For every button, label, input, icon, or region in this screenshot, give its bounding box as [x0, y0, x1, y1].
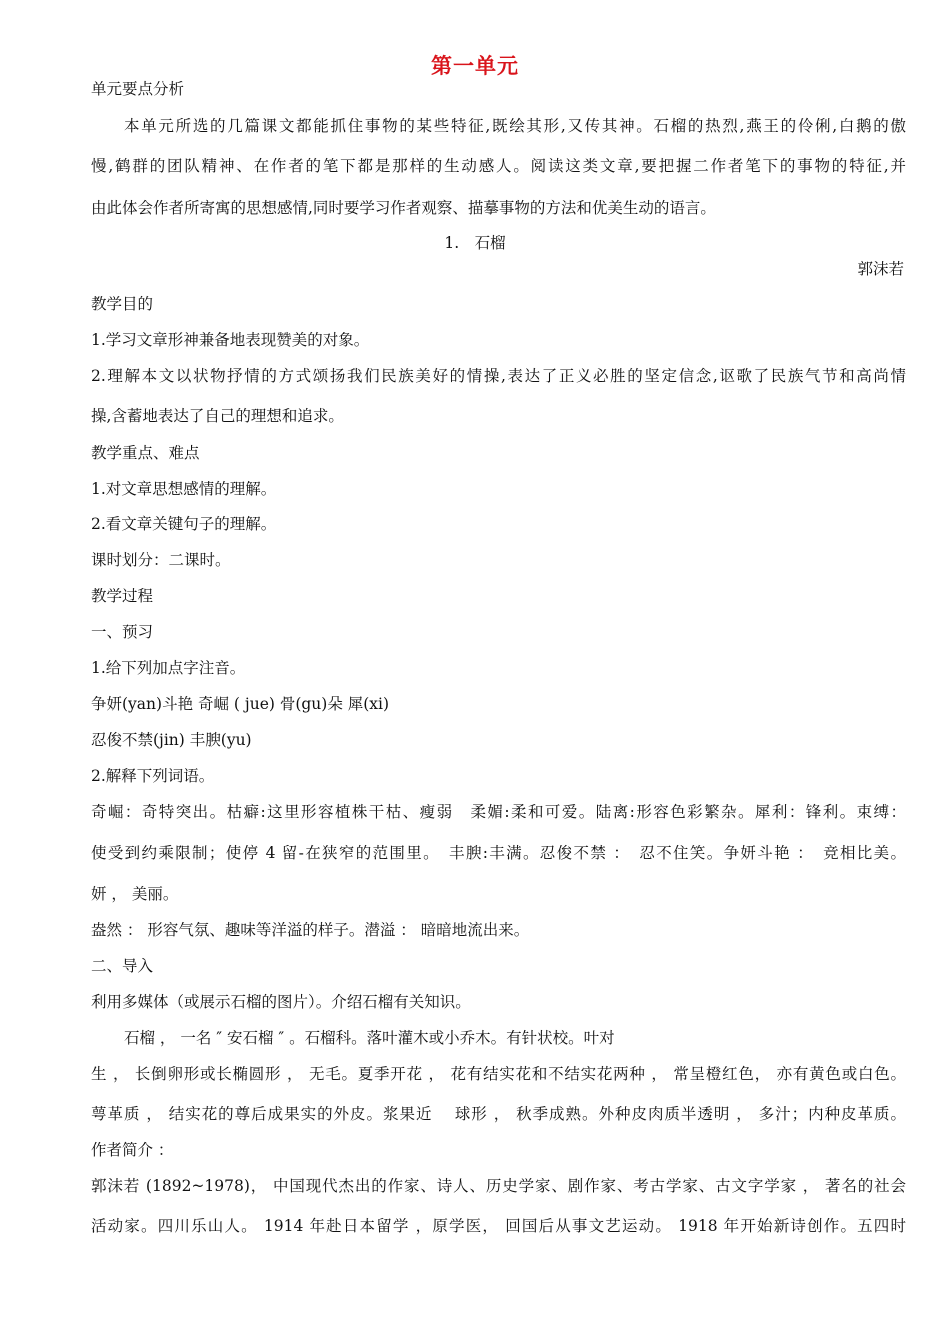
author-bio-line-2: 活动家。四川乐山人。 1914 年赴日本留学 ，原学医， 回国后从事文艺运动。 1918 年开始新诗创作。五四时: [91, 1217, 906, 1235]
goals-heading: 教学目的: [91, 295, 154, 313]
key-point-2: 2.看文章关键句子的理解。: [91, 515, 277, 533]
lesson-title: 1. 石榴: [444, 234, 506, 252]
definition-line-4: 盎然 ： 形容气氛、趣味等洋溢的样子。潜溢 ： 暗暗地流出来。: [91, 921, 530, 939]
unit-title: 第一单元: [431, 54, 519, 78]
intro-paragraph-line-1: 本单元所选的几篇课文都能抓住事物的某些特征,既绘其形,又传其神。石榴的热烈,燕王的伶俐,白鹅的傲: [124, 117, 906, 135]
preview-heading: 一、预习: [91, 623, 154, 641]
intro-paragraph-line-3: 由此体会作者所寄寓的思想感情,同时要学习作者观察、描摹事物的方法和优美生动的语言。: [91, 199, 716, 217]
pomegranate-line-1: 石榴 ， 一名 ″ 安石榴 ″ 。石榴科。落叶灌木或小乔木。有针状校。叶对: [124, 1029, 615, 1047]
definition-line-1: 奇崛：奇特突出。枯癖:这里形容植株干枯、瘦弱 柔媚:柔和可爱。陆离:形容色彩繁杂。犀利：锋利。束缚：: [91, 803, 906, 821]
lesson-author: 郭沫若: [857, 260, 904, 278]
pinyin-line-1: 争妍(yan)斗艳 奇崛 ( jue) 骨(gu)朵 犀(xi): [91, 695, 390, 713]
goal-item-1: 1.学习文章形神兼备地表现赞美的对象。: [91, 331, 370, 349]
goal-item-2-line-1: 2.理解本文以状物抒情的方式颂扬我们民族美好的情操,表达了正义必胜的坚定信念,讴歌了民族气节和高尚情: [91, 367, 906, 385]
pomegranate-line-3: 萼革质 ， 结实花的尊后成果实的外皮。浆果近 球形 ， 秋季成熟。外种皮肉质半透明 ， 多汁；内种皮革质。: [91, 1105, 906, 1123]
intro-paragraph-line-2: 慢,鹤群的团队精神、在作者的笔下都是那样的生动感人。阅读这类文章,要把握二作者笔下的事物的特征,并: [91, 157, 906, 175]
goal-item-2-line-2: 操,含蓄地表达了自己的理想和追求。: [91, 407, 344, 425]
definition-line-2: 使受到约乘限制；使停 4 留-在狭窄的范围里。 丰腴:丰满。忍俊不禁 ： 忍不住笑。争妍斗艳 ： 竞相比美。: [91, 844, 906, 862]
key-point-1: 1.对文章思想感情的理解。: [91, 480, 277, 498]
process-heading: 教学过程: [91, 587, 154, 605]
pinyin-line-2: 忍俊不禁(jin) 丰腴(yu): [91, 731, 252, 749]
author-intro-heading: 作者简介 ：: [91, 1141, 174, 1159]
intro2-text: 利用多媒体（或展示石榴的图片）。介绍石榴有关知识。: [91, 993, 471, 1011]
pomegranate-line-2: 生 ， 长倒卵形或长椭圆形 ， 无毛。夏季开花 ， 花有结实花和不结实花两种 ， 常呈橙红色， 亦有黄色或白色。: [91, 1065, 906, 1083]
section-heading-analysis: 单元要点分析: [91, 80, 185, 98]
preview-question-2: 2.解释下列词语。: [91, 767, 215, 785]
intro2-heading: 二、导入: [91, 957, 154, 975]
schedule-text: 课时划分：二课时。: [91, 551, 231, 569]
key-points-heading: 教学重点、难点: [91, 444, 200, 462]
author-bio-line-1: 郭沫若 (1892~1978)， 中国现代杰出的作家、诗人、历史学家、剧作家、考古学家、古文字学家 ， 著名的社会: [91, 1177, 906, 1195]
definition-line-3: 妍 ， 美丽。: [91, 885, 179, 903]
preview-question-1: 1.给下列加点字注音。: [91, 659, 246, 677]
